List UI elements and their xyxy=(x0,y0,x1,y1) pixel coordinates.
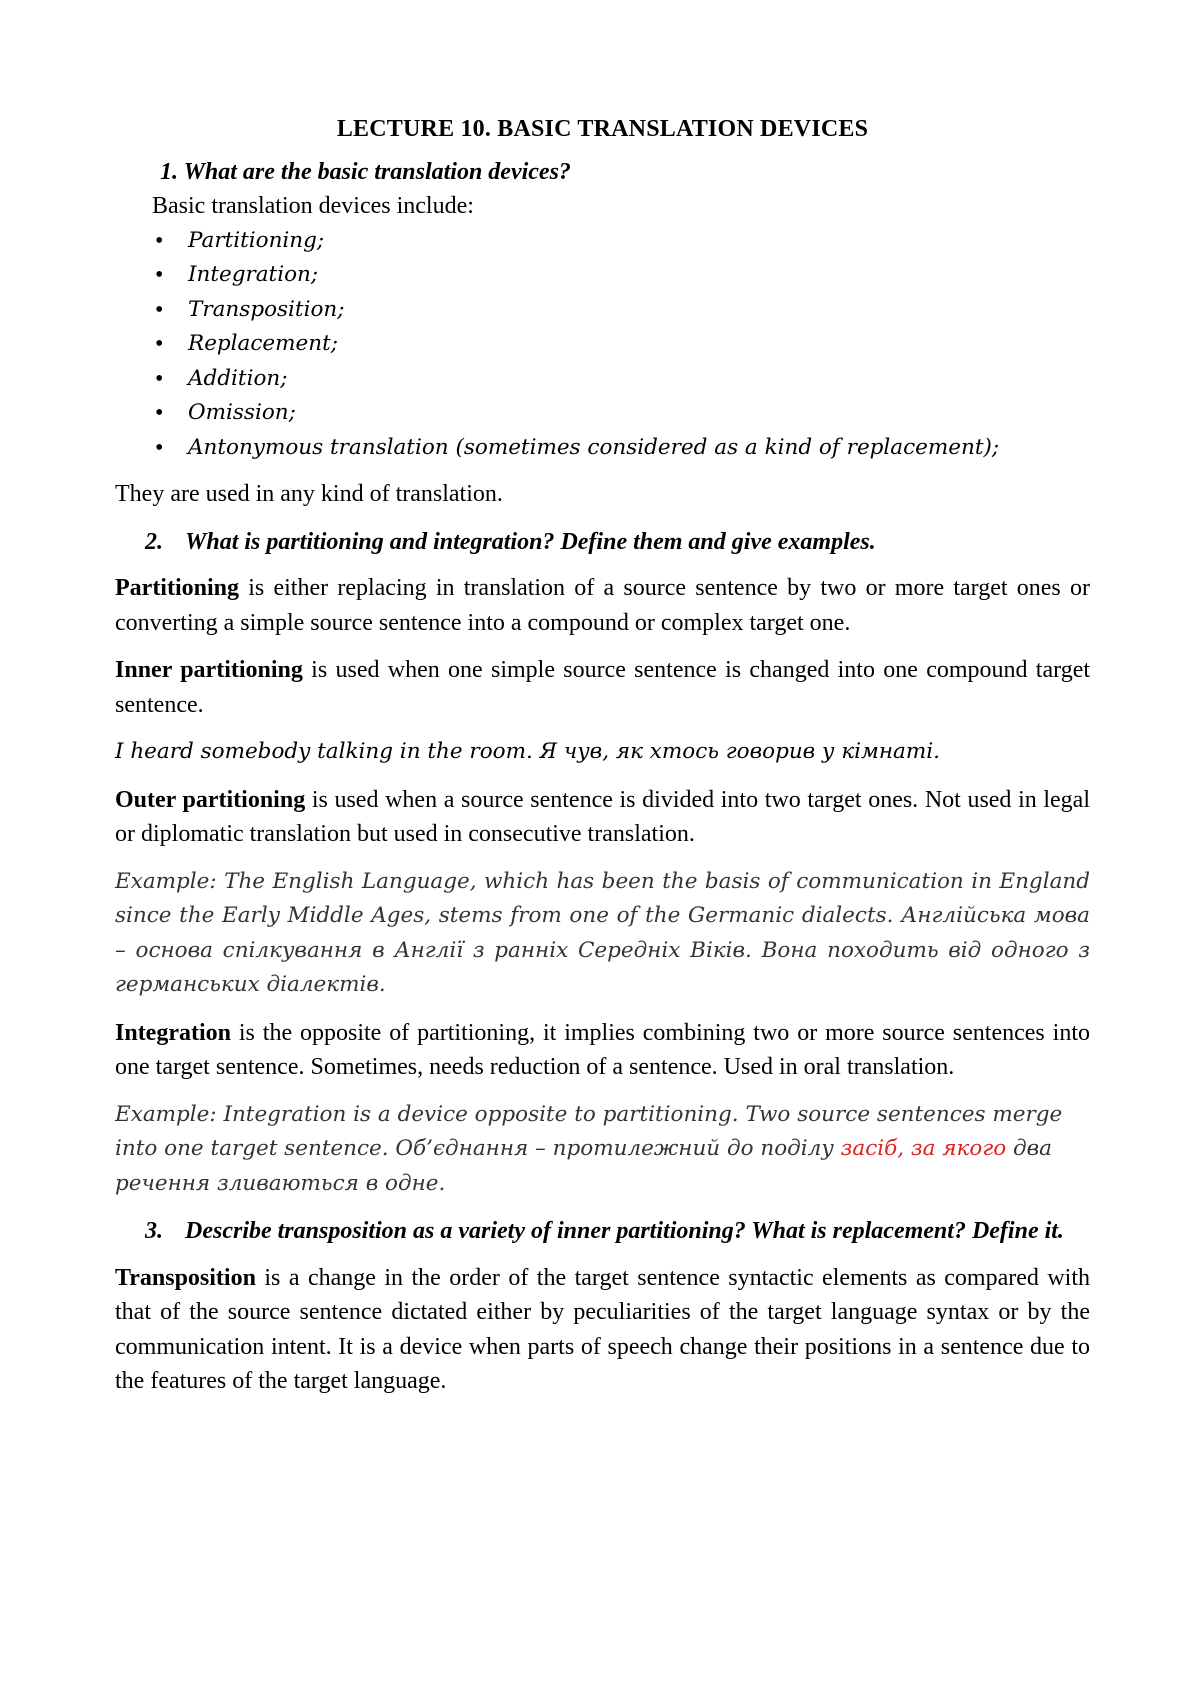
question-1-text: What are the basic translation devices? xyxy=(183,158,571,185)
bullet-icon: • xyxy=(155,365,164,392)
outer-partitioning-example: Example: The English Language, which has been the basis of communication in England since the Early Middle Ages, stems from one of the Germanic dialects. Англійська мова – основа спілкування в Англії з ранніх Середніх Віків. Вона походить від одного з германських діалектів. xyxy=(115,868,1090,997)
list-item: • Antonymous translation (sometimes considered as a kind of replacement); xyxy=(115,431,1090,466)
partitioning-paragraph xyxy=(115,571,1090,640)
partitioning-definition: is either replacing in translation of a source sentence by two or more target ones or converting a simple source sentence into a compound or complex target one. xyxy=(115,575,1090,636)
list-item: • Replacement; xyxy=(115,327,1090,362)
devices-outro: They are used in any kind of translation. xyxy=(115,481,503,507)
list-item: • Integration; xyxy=(115,258,1090,293)
outer-partitioning-paragraph xyxy=(115,783,1090,852)
partitioning-term: Partitioning xyxy=(115,575,239,601)
integration-example: Example: Integration is a device opposite to partitioning. Two source sentences merge into one target sentence. Об’єднання – протилежний до поділу засіб, за якого два речення зливаються в одне. xyxy=(115,1101,1063,1196)
transposition-paragraph xyxy=(115,1261,1090,1399)
integration-definition: is the opposite of partitioning, it implies combining two or more source sentences into one target sentence. Sometimes, needs reduction of a sentence. Used in oral translation. xyxy=(115,1019,1090,1080)
list-item: • Transposition; xyxy=(115,293,1090,328)
devices-intro: Basic translation devices include: xyxy=(152,193,474,219)
bullet-icon: • xyxy=(155,227,164,254)
question-3-number: 3. xyxy=(145,1218,163,1244)
question-3 xyxy=(115,1214,1090,1249)
outer-partitioning-term: Outer partitioning xyxy=(115,786,306,813)
inner-partitioning-definition: is used when one simple source sentence is changed into one compound target sentence. xyxy=(115,657,1091,718)
inner-partitioning-paragraph xyxy=(115,653,1090,722)
document-body xyxy=(115,112,1090,1412)
transposition-definition: is a change in the order of the target sentence syntactic elements as compared with that of the source sentence dictated either by peculiarities of the target language syntax or by the communication intent. It is a device when parts of speech change their positions in a sentence due to the features of the target language. xyxy=(115,1264,1090,1394)
outer-partitioning-definition: is used when a source sentence is divided into two target ones. Not used in legal or diplomatic translation but used in consecutive translation. xyxy=(115,786,1091,847)
bullet-icon: • xyxy=(155,434,164,461)
question-1-number: 1. xyxy=(160,158,178,185)
question-3-text: Describe transposition as a variety of inner partitioning? What is replacement? Define it. xyxy=(185,1218,1064,1244)
list-item: • Partitioning; xyxy=(115,224,1090,259)
bullet-icon: • xyxy=(155,296,164,323)
question-2-text: What is partitioning and integration? Define them and give examples. xyxy=(185,528,876,555)
bullet-icon: • xyxy=(155,331,164,357)
list-item: • Addition; xyxy=(115,362,1090,397)
bullet-icon: • xyxy=(155,400,164,426)
question-2-number: 2. xyxy=(145,528,163,555)
list-item: • Omission; xyxy=(115,396,1090,431)
page-title: LECTURE 10. BASIC TRANSLATION DEVICES xyxy=(336,116,869,142)
transposition-term: Transposition xyxy=(115,1264,256,1291)
question-2 xyxy=(115,525,1090,560)
question-1 xyxy=(115,155,1090,190)
integration-paragraph xyxy=(115,1016,1090,1085)
integration-term: Integration xyxy=(115,1019,231,1046)
inner-partitioning-example: I heard somebody talking in the room. Я чув, як хтось говорив у кімнаті. xyxy=(115,739,940,764)
inner-partitioning-term: Inner partitioning xyxy=(115,657,303,683)
devices-list xyxy=(115,224,1090,466)
bullet-icon: • xyxy=(155,262,164,288)
highlighted-text: засіб, за якого xyxy=(840,1136,1007,1161)
